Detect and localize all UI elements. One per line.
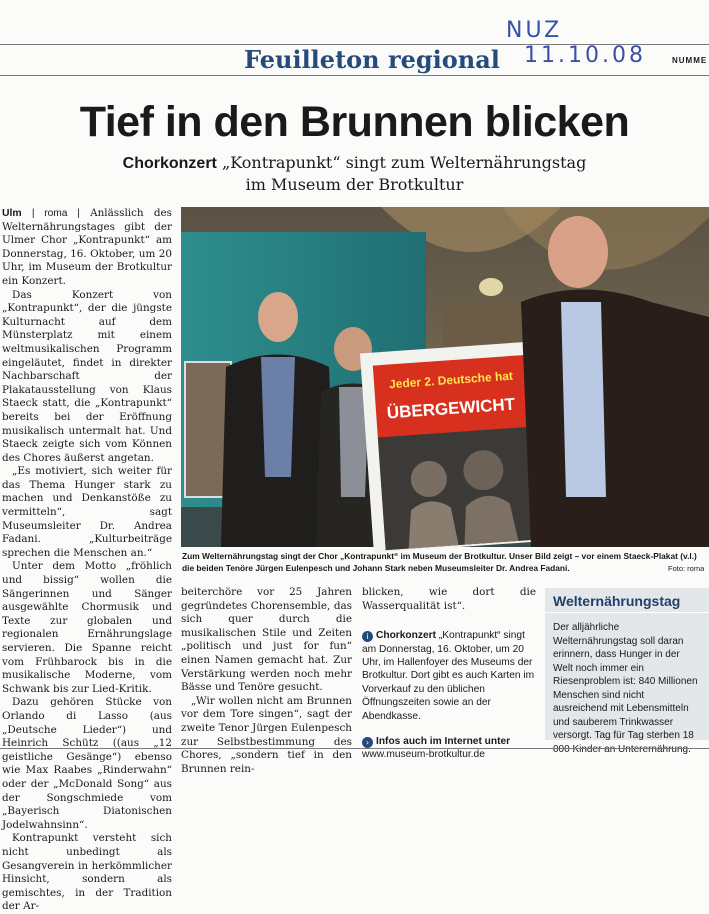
article-column-1 xyxy=(2,207,172,913)
col1-para2: Das Konzert von „Kontrapunkt“, der die jüngste Kulturnacht auf dem Münsterplatz mit einem weltmusikalischen Programm eingeläutet, findet in direkter Nachbarschaft der Plakatausstellung von Klaus Staeck statt, die „Kontrapunkt“ bereits bei der Eröffnung musikalisch untermalt hat. Und Staeck zeigte sich vom Können des Chores äußerst angetan. xyxy=(2,288,172,464)
factbox xyxy=(545,588,709,755)
article-headline: Tief in den Brunnen blicken xyxy=(79,98,630,146)
col1-para1: Anlässlich des Welternährungstages gibt der Ulmer Chor „Kontrapunkt“ am Donnerstag, 16. Oktober, um 20 Uhr, im Museum der Brotkultur ein Konzert. xyxy=(2,207,172,287)
col2-para1: beiterchöre vor 25 Jahren gegründetes Chorensemble, das sich quer durch die musikalischen Stile und Zeiten „politisch und just for fun“ einen Namen gemacht hat. Zur Verstärkung werden noch mehr Bässe und Tenöre gesucht. xyxy=(181,586,352,694)
article-column-3 xyxy=(362,586,536,762)
poster-text-line1: Jeder 2. Deutsche hat xyxy=(388,368,514,392)
internet-url[interactable]: www.museum-brotkultur.de xyxy=(362,749,485,761)
col1-para4: Unter dem Motto „fröhlich und bissig“ wollen die Sängerinnen und Sänger ausgewählte Chormusik und Texte zur globalen und regionalen Ernährungslage servieren. Die Spanne reicht vom Frühbarock bis in die musikalische Moderne, vom Schwank bis zur Lied-Kritik. xyxy=(2,560,172,695)
issue-number-label: NUMME xyxy=(672,56,708,65)
col1-para6: Kontrapunkt versteht sich nicht unbedingt als Gesangverein in herkömmlicher Hinsicht, sondern als gemischtes, in der Tradition der Ar- xyxy=(2,832,172,913)
article-photo xyxy=(181,207,709,547)
article-column-2 xyxy=(181,586,352,775)
info-block xyxy=(362,629,536,723)
sub-line1: „Kontrapunkt“ singt zum Welternährungstag xyxy=(221,153,587,172)
handnote-paper: NUZ xyxy=(506,18,563,43)
handnote-date: 11.10.08 xyxy=(524,43,646,68)
dateline-author: | roma | xyxy=(31,208,80,219)
photo-credit: Foto: roma xyxy=(668,564,705,573)
info-bold: Chorkonzert xyxy=(376,630,436,642)
masthead-rule-bottom xyxy=(0,75,709,76)
dateline-city: Ulm xyxy=(2,208,22,219)
col2-para2: „Wir wollen nicht am Brunnen vor dem Tore singen“, sagt der zweite Tenor Jürgen Eulenpesch zur Selbstbestimmung des Chores, „sondern tief in den Brunnen rein- xyxy=(181,694,352,775)
factbox-text: Der alljährliche Welternährungstag soll daran erinnern, dass Hunger in der Welt noch immer ein Riesenproblem ist: 840 Millionen Menschen sind nicht ausreichend mit Lebensmitteln und sauberem Trinkwasser versorgt. Tag für Tag sterben 18 000 Kinder an Unterernährung. xyxy=(553,622,698,755)
col3-para1: blicken, wie dort die Wasserqualität ist“. xyxy=(362,586,536,612)
col1-para3: „Es motiviert, sich weiter für das Thema Hunger stark zu machen und Denkanstöße zu vermitteln“, sagt Museumsleiter Dr. Andrea Fadani. „Kulturbeiträge sprechen die Menschen an.“ xyxy=(2,465,172,559)
sub-line2: im Museum der Brotkultur xyxy=(245,175,464,194)
sub-bold: Chorkonzert xyxy=(122,155,217,172)
col1-para5: Dazu gehören Stücke von Orlando di Lasso (aus „Deutsche Lieder“) und Heinrich Schütz ((aus „12 geistliche Gesänge“) ebenso wie Max Raabes „Rinderwahn“ oder der „McDonald Song“ aus der Songschmiede vom „Bayerisch Diatonischen Jodelwahnsinn“. xyxy=(2,696,172,831)
arrow-icon: › xyxy=(362,737,373,748)
poster-text-line2: ÜBERGEWICHT xyxy=(386,394,516,423)
info-icon: i xyxy=(362,631,373,642)
factbox-title: Welternährungstag xyxy=(545,588,709,613)
bottom-rule xyxy=(0,748,709,749)
section-title: Feuilleton regional xyxy=(244,45,500,74)
article-subheadline xyxy=(0,152,709,195)
info-text: „Kontrapunkt“ singt am Donnerstag, 16. Oktober, um 20 Uhr, im Hallenfoyer des Museums der Brotkultur. Dort gibt es auch Karten im Vorverkauf zu den üblichen Öffnungszeiten sowie an der Abendkasse. xyxy=(362,630,535,722)
internet-bold: Infos auch im Internet unter xyxy=(376,736,511,748)
photo-caption-text: Zum Welternährungstag singt der Chor „Kontrapunkt“ im Museum der Brotkultur. Unser Bild zeigt – vor einem Staeck-Plakat (v.l.) die beiden Tenöre Jürgen Eulenpesch und Johann Stark neben Museumsleiter Dr. Andrea Fadani. xyxy=(182,551,697,573)
photo-caption xyxy=(182,551,706,574)
